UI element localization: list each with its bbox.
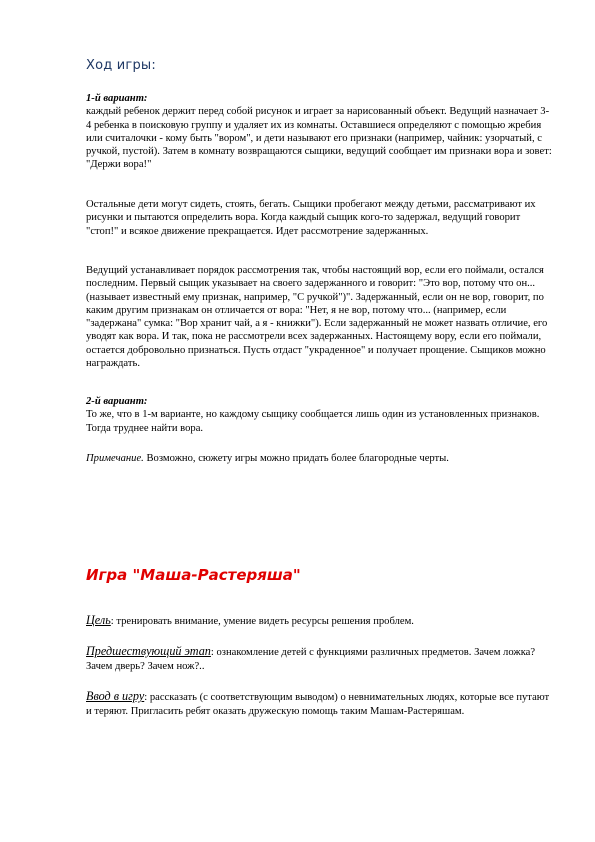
variant1-paragraph-3: Ведущий устанавливает порядок рассмотрения так, чтобы настоящий вор, если его поймали, остался последним. Первый сыщик указывает на своего задержанного и говорит: "Это вор, потому что он... (называет известный ему признак, например, "С ручкой")". Задержанный, если он не вор, говорит, по каким другим признакам он отличается от вора: "Нет, я не вор, потому что... (например, если "задержана" сумка: "Вор хранит чай, а я - книжки"). Если задержанный не может назвать отличие, его уводят как вора. И так, пока не рассмотрели всех задержанных. Настоящему вору, если его поймали, остается добровольно признаться. Пусть отдаст "украденное" и получает прощение. Сыщиков можно награждать.	[86, 265, 548, 370]
intro-label: Ввод в игру	[86, 689, 145, 703]
intro-text: : рассказать (с соответствующим выводом) о невнимательных людях, которые все путают и теряют. Пригласить ребят оказать дружескую помощь таким Машам-Растеряшам.	[86, 692, 550, 717]
note-paragraph	[86, 452, 554, 465]
section-heading-game-course: Ход игры:	[86, 58, 156, 73]
stage-text: : ознакомление детей с функциями различных предметов. Зачем ложка? Зачем дверь? Зачем нож?..	[86, 647, 536, 672]
variant1-label: 1-й вариант:	[86, 93, 148, 104]
stage-paragraph	[86, 645, 554, 674]
goal-paragraph	[86, 614, 554, 629]
variant2-label: 2-й вариант:	[86, 396, 148, 407]
goal-text: : тренировать внимание, умение видеть ресурсы решения проблем.	[110, 616, 414, 627]
variant1-paragraph-2: Остальные дети могут сидеть, стоять, бегать. Сыщики пробегают между детьми, рассматривают их рисунки и пытаются определить вора. Когда каждый сыщик кого-то задержал, ведущий говорит "стоп!" и всякое движение прекращается. Идет рассмотрение задержанных.	[86, 199, 536, 237]
note-text: Возможно, сюжету игры можно придать более благородные черты.	[143, 453, 449, 464]
intro-paragraph	[86, 690, 554, 719]
stage-label: Предшествующий этап	[86, 644, 211, 658]
game-title-masha-rasteryasha: Игра "Маша-Растеряша"	[86, 566, 301, 584]
variant2-block	[86, 395, 554, 435]
variant2-paragraph: То же, что в 1-м варианте, но каждому сыщику сообщается лишь один из установленных признаков. Тогда труднее найти вора.	[86, 409, 540, 434]
goal-label: Цель	[86, 613, 111, 627]
variant1-paragraph-1: каждый ребенок держит перед собой рисунок и играет за нарисованный объект. Ведущий назначает 3-4 ребенка в поисковую группу и удаляет их из комнаты. Оставшиеся определяют с помощью жребия или считалочки - кому быть "вором", и дети называют его признаки (например, чайник: узорчатый, с ручкой, пустой). Затем в комнату возвращаются сыщики, ведущий сообщает им признаки вора и зовет: "Держи вора!"	[86, 106, 552, 171]
variant1-block	[86, 92, 554, 172]
note-label: Примечание.	[86, 453, 144, 464]
